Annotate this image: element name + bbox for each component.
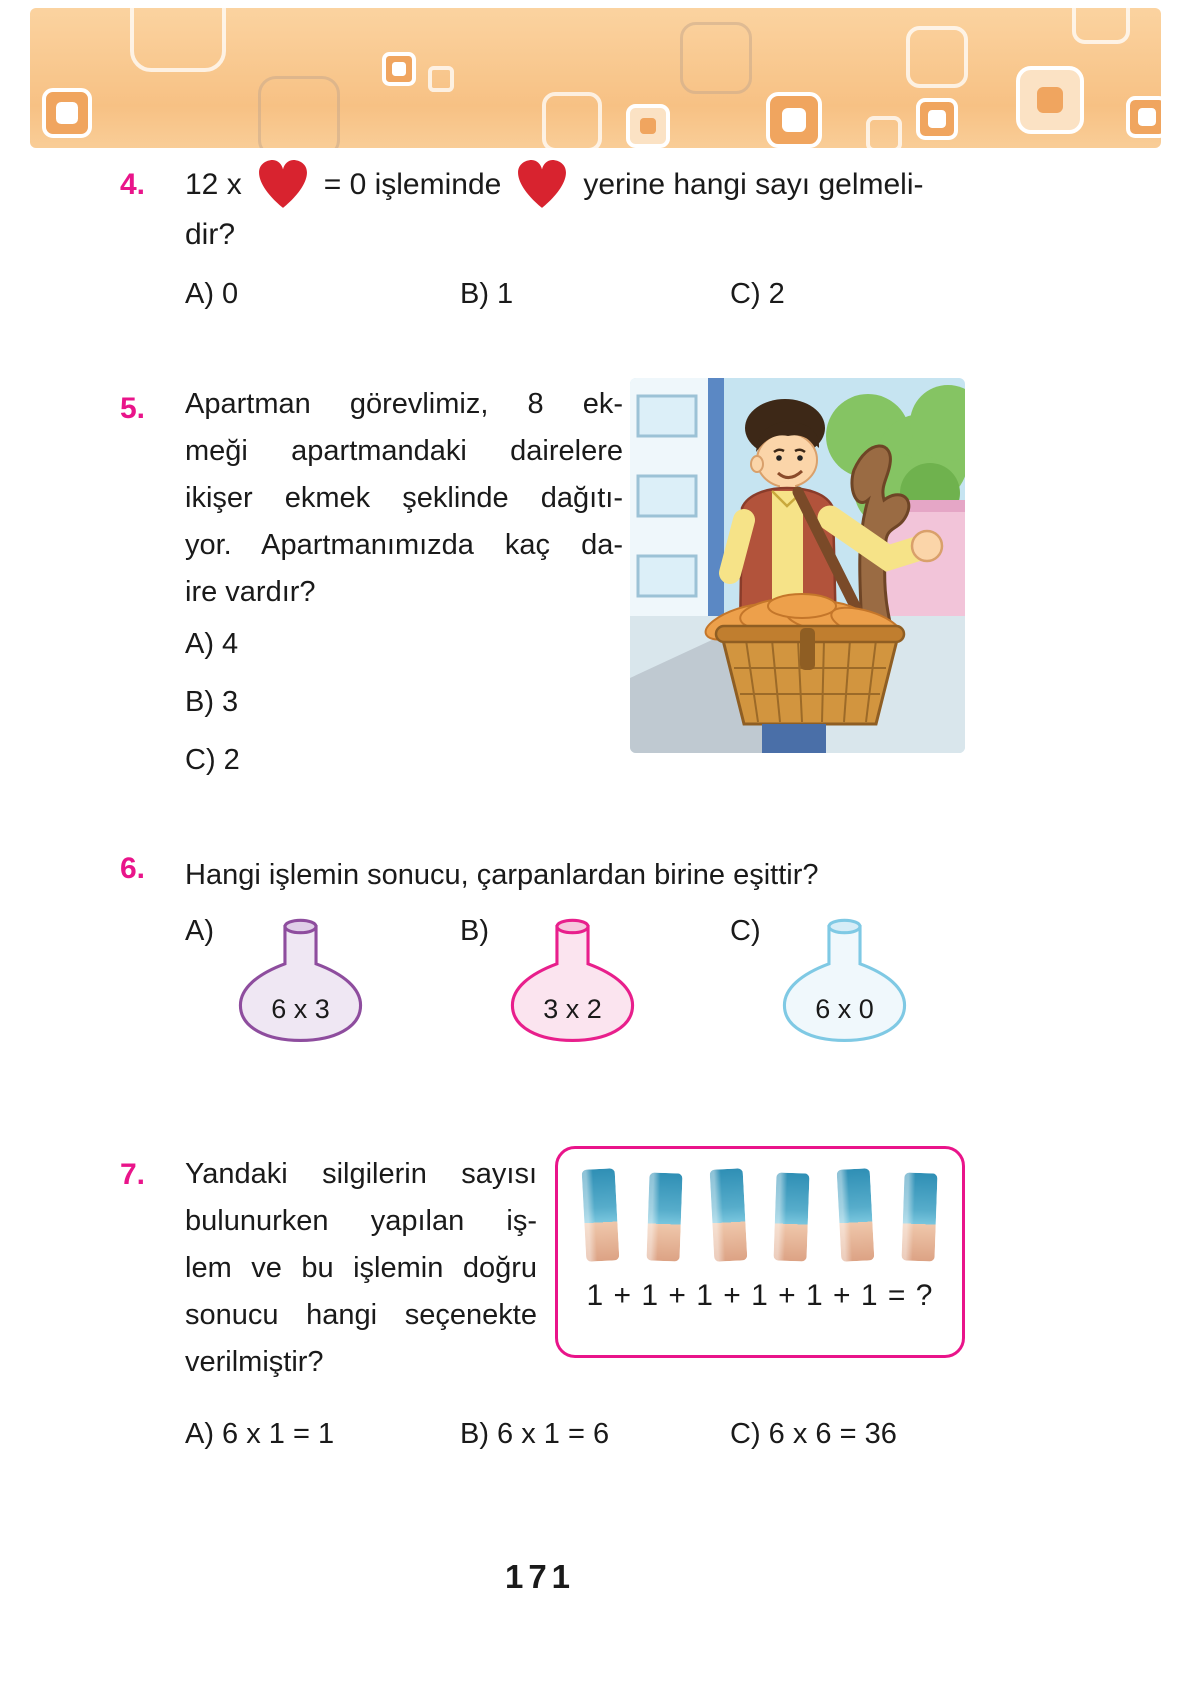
question-5-option-c: C) 2 xyxy=(185,744,240,776)
eraser-icon xyxy=(837,1168,875,1262)
flask-icon xyxy=(772,912,917,1047)
eraser-icon xyxy=(582,1168,620,1262)
flask-option-b xyxy=(500,912,645,1044)
question-4-text xyxy=(185,156,924,214)
bread-carrier-illustration xyxy=(630,378,965,753)
question-5-line: meği apartmandaki dairelere xyxy=(185,435,623,467)
question-5-line: ikişer ekmek şeklinde dağıtı- xyxy=(185,482,623,514)
question-7-number: 7. xyxy=(120,1158,146,1191)
question-7-option-b: B) 6 x 1 = 6 xyxy=(460,1418,610,1450)
decorative-square xyxy=(1072,8,1130,44)
question-4-text-part1: 12 x xyxy=(185,168,242,201)
eraser-icon xyxy=(901,1172,937,1261)
eraser-icon xyxy=(646,1172,682,1261)
question-6-text: Hangi işlemin sonucu, çarpanlardan birine eşittir? xyxy=(185,859,819,891)
decorative-square xyxy=(680,22,752,94)
question-7-line: bulunurken yapılan iş- xyxy=(185,1205,537,1237)
erasers-figure-box xyxy=(555,1146,965,1358)
decorative-square xyxy=(916,98,958,140)
decorative-square xyxy=(866,116,902,148)
question-5-line: yor. Apartmanımızda kaç da- xyxy=(185,529,623,561)
decorative-square xyxy=(130,8,226,72)
question-7-line: lem ve bu işlemin doğru xyxy=(185,1252,537,1284)
heart-icon xyxy=(256,160,310,210)
question-7-text xyxy=(185,1158,537,1393)
decorative-square xyxy=(1016,66,1084,134)
question-5-option-a: A) 4 xyxy=(185,628,239,660)
decorative-square xyxy=(1126,96,1161,138)
question-4-number: 4. xyxy=(120,168,146,201)
question-7-option-a: A) 6 x 1 = 1 xyxy=(185,1418,335,1450)
decorative-square xyxy=(428,66,454,92)
question-5-line: ire vardır? xyxy=(185,576,316,608)
question-6-option-c-label: C) xyxy=(730,915,761,947)
question-6-option-b-label: B) xyxy=(460,915,489,947)
question-4-text-part3: yerine hangi sayı gelmeli- xyxy=(583,168,924,201)
question-5-number: 5. xyxy=(120,392,146,425)
decorative-square xyxy=(382,52,416,86)
question-5-line: Apartman görevlimiz, 8 ek- xyxy=(185,388,623,420)
eraser-icon xyxy=(709,1168,747,1262)
flask-a-expression: 6 x 3 xyxy=(271,994,330,1024)
flask-c-expression: 6 x 0 xyxy=(815,994,874,1024)
flask-icon xyxy=(228,912,373,1047)
question-6-number: 6. xyxy=(120,852,146,885)
decorative-square xyxy=(542,92,602,148)
decorative-square xyxy=(42,88,92,138)
question-4-option-c: C) 2 xyxy=(730,278,785,310)
question-5-option-b: B) 3 xyxy=(185,686,239,718)
addition-equation: 1 + 1 + 1 + 1 + 1 + 1 = ? xyxy=(586,1279,934,1312)
decorative-square xyxy=(258,76,340,148)
flask-option-a xyxy=(228,912,373,1044)
header-banner-decoration xyxy=(30,8,1161,148)
erasers-row xyxy=(584,1169,936,1261)
decorative-square xyxy=(906,26,968,88)
question-4-option-a: A) 0 xyxy=(185,278,239,310)
question-7-line: sonucu hangi seçenekte xyxy=(185,1299,537,1331)
question-4-option-b: B) 1 xyxy=(460,278,514,310)
question-7-line: Yandaki silgilerin sayısı xyxy=(185,1158,537,1190)
decorative-square xyxy=(626,104,670,148)
flask-b-expression: 3 x 2 xyxy=(543,994,602,1024)
question-6-option-a-label: A) xyxy=(185,915,214,947)
question-4-text-part2: = 0 işleminde xyxy=(323,168,502,201)
question-7-option-c: C) 6 x 6 = 36 xyxy=(730,1418,897,1450)
decorative-square xyxy=(766,92,822,148)
flask-option-c xyxy=(772,912,917,1044)
bread-carrier-drawing xyxy=(630,378,965,753)
flask-icon xyxy=(500,912,645,1047)
eraser-icon xyxy=(774,1172,810,1261)
heart-icon xyxy=(515,160,569,210)
question-4-text-line2: dir? xyxy=(185,218,236,251)
question-7-line: verilmiştir? xyxy=(185,1346,324,1378)
question-5-text xyxy=(185,388,623,623)
page-number: 171 xyxy=(504,1558,576,1595)
